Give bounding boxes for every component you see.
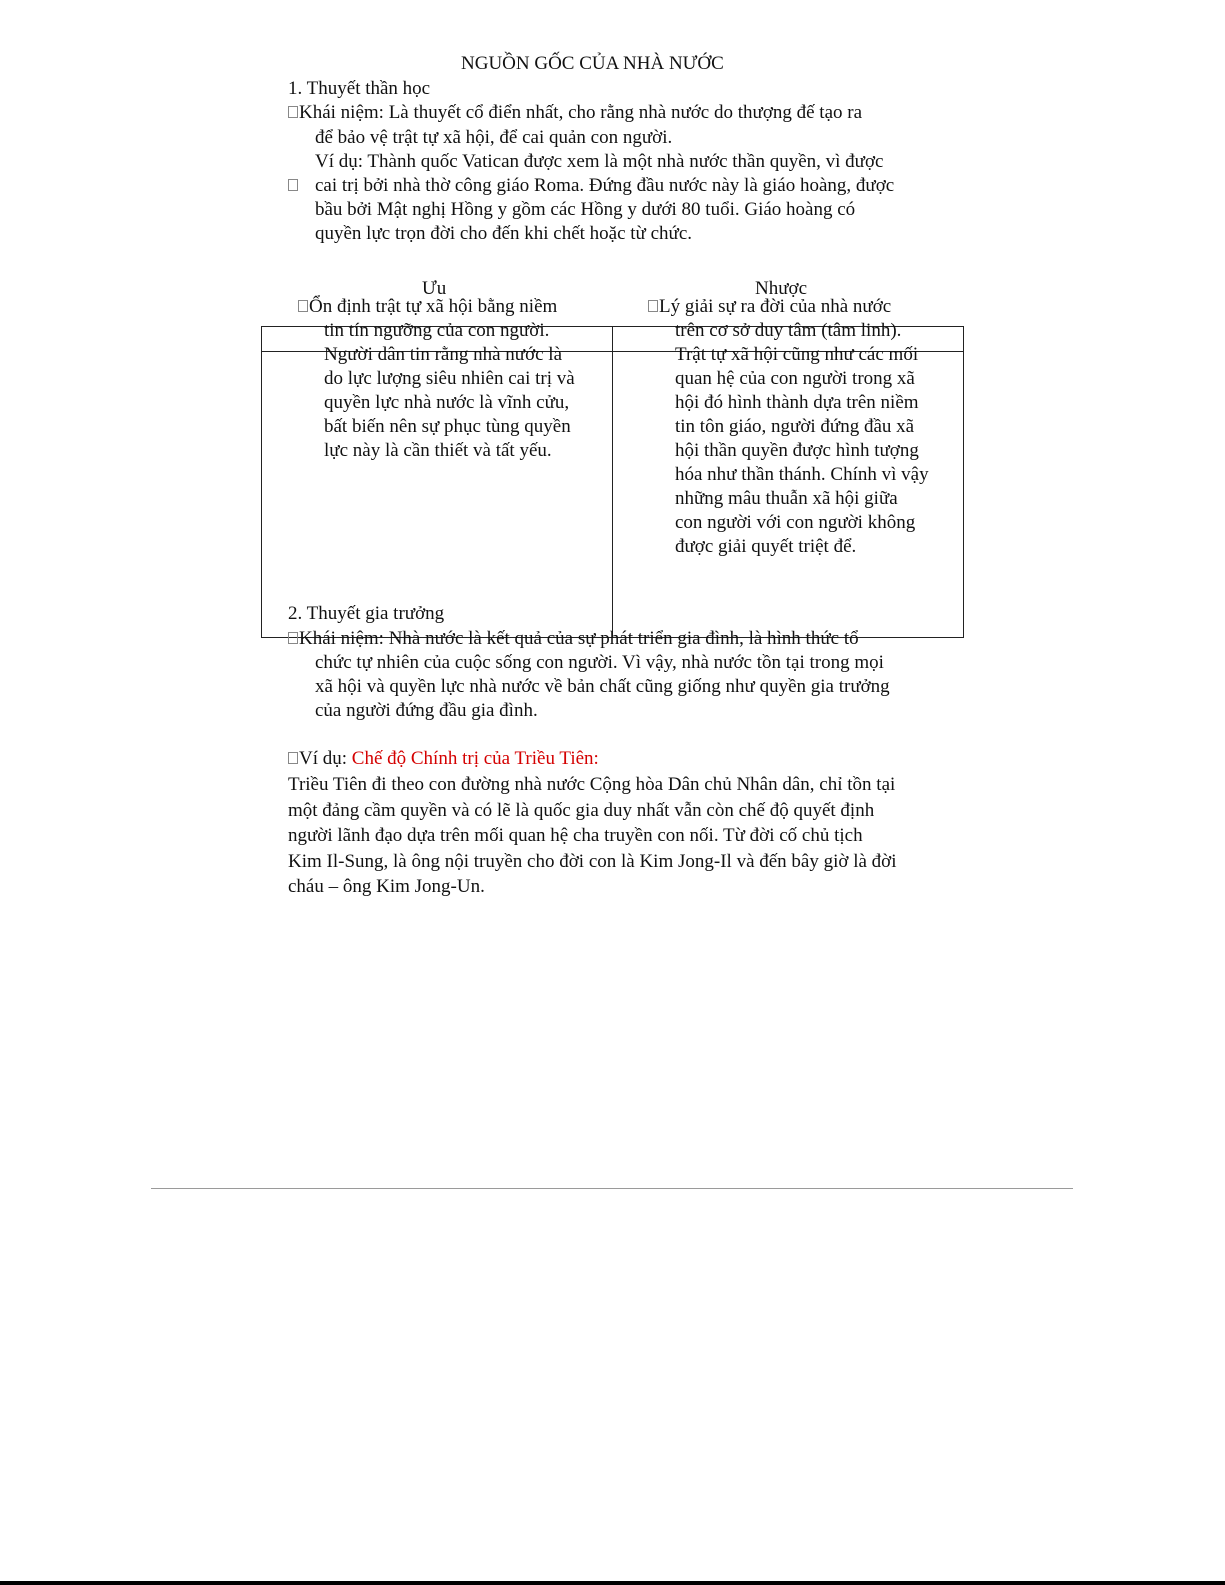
section1-concept-line: để bảo vệ trật tự xã hội, để cai quản con người.	[315, 127, 673, 148]
page-title: NGUỒN GỐC CỦA NHÀ NƯỚC	[461, 53, 724, 74]
section1-example-line: quyền lực trọn đời cho đến khi chết hoặc từ chức.	[315, 223, 693, 244]
table-border-right	[963, 326, 964, 638]
bullet-box-icon	[288, 752, 298, 764]
table-header-cons: Nhược	[755, 278, 807, 299]
section1-example-line: Ví dụ: Thành quốc Vatican được xem là một nhà nước thần quyền, vì được	[315, 151, 884, 172]
table-border-middle	[612, 326, 613, 638]
cons-line: con người với con người không	[675, 512, 916, 533]
cons-line: Lý giải sự ra đời của nhà nước	[648, 295, 891, 319]
section2-concept-line: của người đứng đầu gia đình.	[315, 700, 538, 721]
example-title: Chế độ Chính trị của Triều Tiên:	[351, 748, 599, 769]
cons-line: hóa như thần thánh. Chính vì vậy	[675, 464, 929, 485]
section2-body-line: người lãnh đạo dựa trên mối quan hệ cha truyền con nối. Từ đời cố chủ tịch	[288, 825, 863, 846]
section2-concept-line: chức tự nhiên của cuộc sống con người. Vì vậy, nhà nước tồn tại trong mọi	[315, 652, 884, 673]
table-header-pros: Ưu	[422, 278, 447, 299]
pros-line: do lực lượng siêu nhiên cai trị và	[324, 368, 575, 389]
cons-line: hội thần quyền được hình tượng	[675, 440, 919, 461]
section1-heading: 1. Thuyết thần học	[288, 78, 431, 99]
section2-concept-line: xã hội và quyền lực nhà nước về bản chất cũng giống như quyền gia trưởng	[315, 676, 890, 697]
bullet-box-icon	[298, 300, 308, 312]
cons-line: hội đó hình thành dựa trên niềm	[675, 392, 919, 413]
cons-line: những mâu thuẫn xã hội giữa	[675, 488, 898, 509]
section2-body-line: cháu – ông Kim Jong-Un.	[288, 876, 485, 897]
bullet-box-icon	[288, 179, 298, 191]
section2-example-heading	[288, 747, 599, 771]
pros-line: tin tín ngưỡng của con người.	[324, 320, 550, 341]
bullet-box-icon	[648, 300, 658, 312]
section2-body-line: Kim Il-Sung, là ông nội truyền cho đời con là Kim Jong-Il và đến bây giờ là đời	[288, 851, 897, 872]
example-label: Ví dụ:	[299, 748, 352, 769]
bullet-box-icon	[288, 632, 298, 644]
section2-body-line: một đảng cầm quyền và có lẽ là quốc gia duy nhất vẫn còn chế độ quyết định	[288, 800, 875, 821]
section2-heading: 2. Thuyết gia trưởng	[288, 603, 445, 624]
cons-line: quan hệ của con người trong xã	[675, 368, 915, 389]
section1-concept-line: Khái niệm: Là thuyết cổ điển nhất, cho rằng nhà nước do thượng đế tạo ra	[288, 101, 862, 125]
section1-example-line: cai trị bởi nhà thờ công giáo Roma. Đứng đầu nước này là giáo hoàng, được	[288, 174, 894, 198]
cons-line: tin tôn giáo, người đứng đầu xã	[675, 416, 915, 437]
pros-line: lực này là cần thiết và tất yếu.	[324, 440, 552, 461]
section1-example-line: bầu bởi Mật nghị Hồng y gồm các Hồng y dưới 80 tuổi. Giáo hoàng có	[315, 199, 856, 220]
table-border-left	[261, 326, 262, 638]
cons-line: trên cơ sở duy tâm (tâm linh).	[675, 320, 902, 341]
cons-line: được giải quyết triệt để.	[675, 536, 857, 557]
pros-line: quyền lực nhà nước là vĩnh cửu,	[324, 392, 570, 413]
pros-line: Người dân tin rằng nhà nước là	[324, 344, 563, 365]
pros-line: Ổn định trật tự xã hội bằng niềm	[298, 295, 557, 319]
section2-concept-line: Khái niệm: Nhà nước là kết quả của sự phát triển gia đình, là hình thức tổ	[288, 627, 859, 651]
page-separator	[151, 1188, 1073, 1189]
section2-body-line: Triều Tiên đi theo con đường nhà nước Cộng hòa Dân chủ Nhân dân, chỉ tồn tại	[288, 774, 896, 795]
bullet-box-icon	[288, 106, 298, 118]
page-bottom-border	[0, 1581, 1225, 1585]
cons-line: Trật tự xã hội cũng như các mối	[675, 344, 919, 365]
pros-line: bất biến nên sự phục tùng quyền	[324, 416, 571, 437]
